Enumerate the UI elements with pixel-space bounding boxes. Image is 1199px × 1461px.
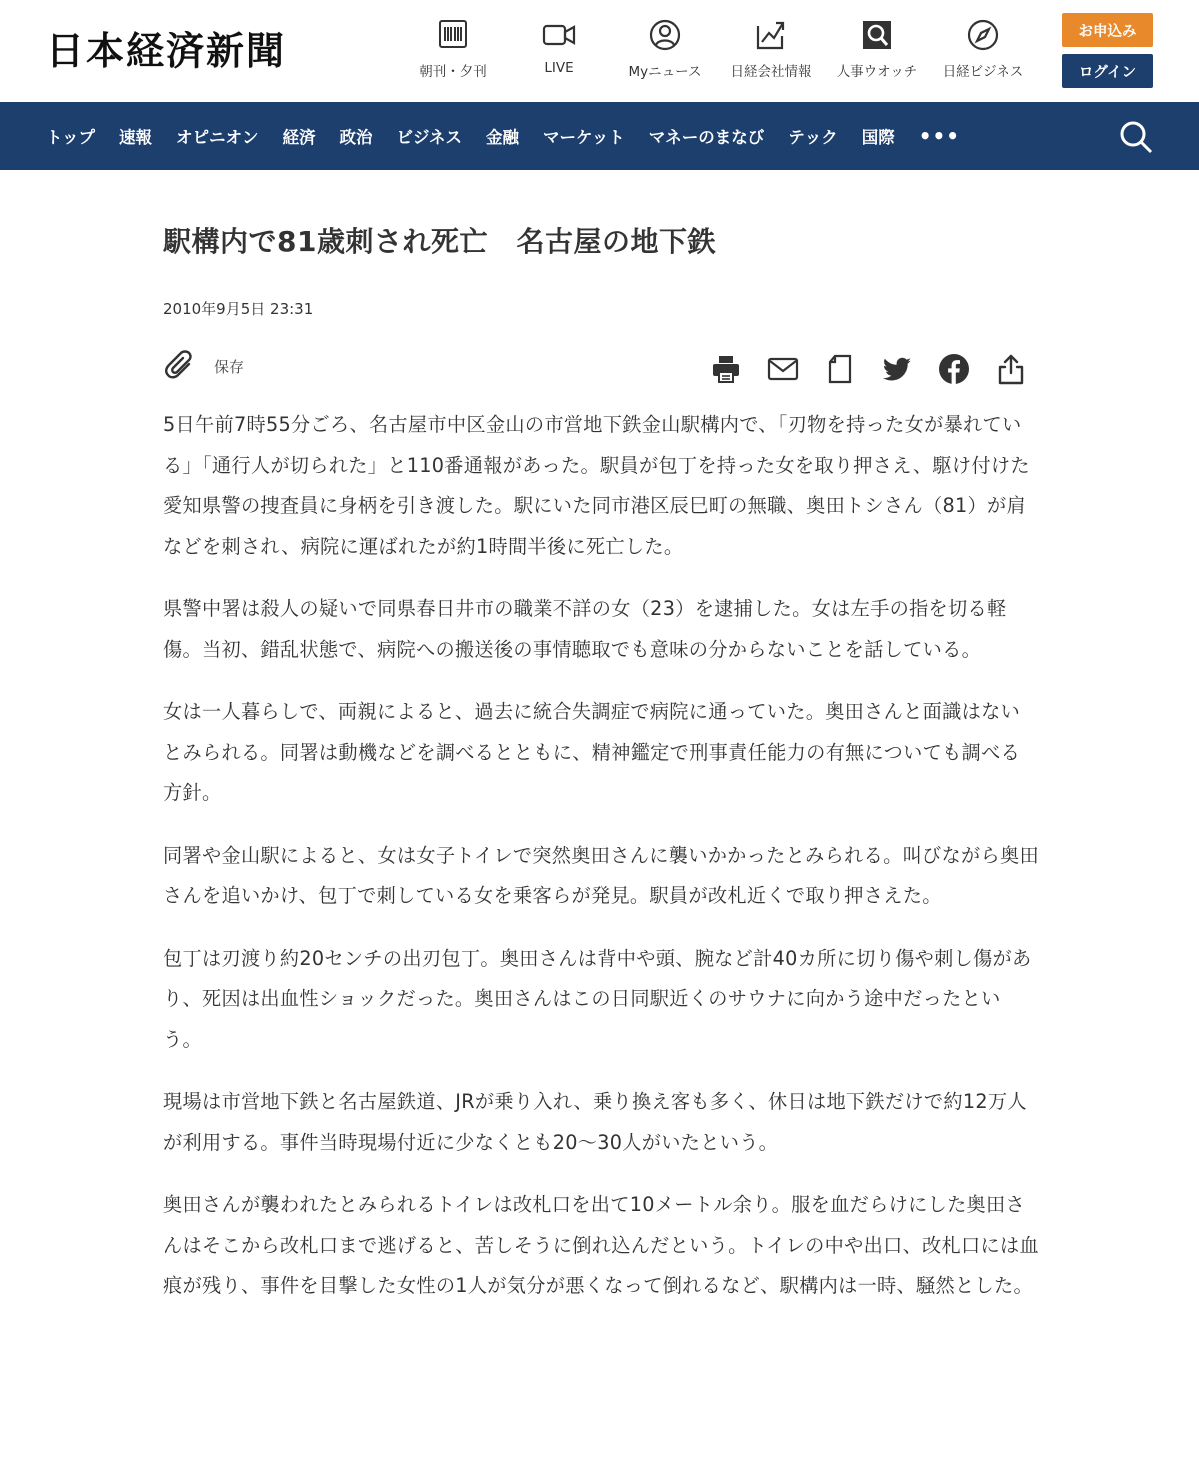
nav-item-top[interactable]: トップ [46, 128, 96, 147]
mail-icon [767, 353, 799, 385]
save-label: 保存 [214, 357, 245, 376]
magnifier-box-icon [860, 18, 894, 52]
site-logo[interactable]: 日本経済新聞 [46, 28, 287, 73]
article-paragraph: 同署や金山駅によると、女は女子トイレで突然奥田さんに襲いかかったとみられる。叫びながら奥田さんを追いかけ、包丁で刺している女を乗客らが発見。駅員が改札近くで取り押さえた。 [163, 843, 1039, 907]
newspaper-icon [436, 18, 470, 52]
nav-item-money[interactable]: マネーのまなび [648, 128, 765, 147]
top-link-live[interactable] [506, 18, 612, 80]
article-date: 2010年9月5日 23:31 [163, 300, 314, 318]
video-camera-icon [542, 18, 576, 52]
nav-item-tech[interactable]: テック [788, 128, 838, 147]
top-link-company-info[interactable] [718, 18, 824, 80]
top-link-label: 日経会社情報 [730, 64, 812, 80]
login-button[interactable]: ログイン [1062, 54, 1153, 88]
signup-button[interactable]: お申込み [1062, 13, 1153, 47]
article-title: 駅構内で81歳刺され死亡 名古屋の地下鉄 [163, 225, 716, 258]
facebook-icon [938, 353, 970, 385]
document-icon [824, 353, 856, 385]
site-header [0, 0, 1199, 102]
mail-button[interactable] [765, 351, 801, 387]
top-link-label: 日経ビジネス [942, 64, 1024, 80]
search-icon[interactable] [1118, 119, 1154, 155]
article-toolbar [163, 347, 1039, 391]
top-icon-bar [400, 18, 1036, 80]
nav-item-business[interactable]: ビジネス [396, 128, 463, 147]
top-link-label: 朝刊・夕刊 [419, 64, 487, 80]
nav-item-economy[interactable]: 経済 [282, 128, 316, 147]
print-button[interactable] [708, 351, 744, 387]
facebook-button[interactable] [936, 351, 972, 387]
article-paragraph: 県警中署は殺人の疑いで同県春日井市の職業不詳の女（23）を逮捕した。女は左手の指を切る軽傷。当初、錯乱状態で、病院への搬送後の事情聴取でも意味の分からないことを話している。 [163, 597, 1007, 661]
share-toolbar [687, 351, 1029, 387]
article-paragraph: 5日午前7時55分ごろ、名古屋市中区金山の市営地下鉄金山駅構内で、「刃物を持った女が暴れている」「通行人が切られた」と110番通報があった。駅員が包丁を持った女を取り押さえ、駆け付けた愛知県警の捜査員に身柄を引き渡した。駅にいた同市港区辰巳町の無職、奥田トシさん（81）が肩などを刺され、病院に運ばれたが約1時間半後に死亡した。 [163, 413, 1030, 558]
article-paragraph: 女は一人暮らしで、両親によると、過去に統合失調症で病院に通っていた。奥田さんと面識はないとみられる。同署は動機などを調べるとともに、精神鑑定で刑事責任能力の有無についても調べる方針。 [163, 700, 1021, 804]
nav-item-international[interactable]: 国際 [861, 128, 895, 147]
nav-item-breaking[interactable]: 速報 [119, 128, 153, 147]
chart-growth-icon [754, 18, 788, 52]
article [163, 220, 1039, 1329]
nav-item-market[interactable]: マーケット [543, 128, 625, 147]
article-paragraph: 現場は市営地下鉄と名古屋鉄道、JRが乗り入れ、乗り換え客も多く、休日は地下鉄だけで約12万人が利用する。事件当時現場付近に少なくとも20～30人がいたという。 [163, 1090, 1027, 1154]
top-link-label: 人事ウオッチ [836, 64, 918, 80]
compass-icon [966, 18, 1000, 52]
document-button[interactable] [822, 351, 858, 387]
print-icon [710, 353, 742, 385]
nav-item-politics[interactable]: 政治 [339, 128, 373, 147]
top-link-label: Myニュース [628, 64, 702, 80]
top-link-my-news[interactable] [612, 18, 718, 80]
nav-more-button[interactable]: ••• [918, 124, 961, 148]
twitter-button[interactable] [879, 351, 915, 387]
top-link-label: LIVE [544, 60, 574, 76]
main-nav [0, 102, 1199, 170]
article-paragraph: 包丁は刃渡り約20センチの出刃包丁。奥田さんは背中や頭、腕など計40カ所に切り傷や刺し傷があり、死因は出血性ショックだった。奥田さんはこの日同駅近くのサウナに向かう途中だったという。 [163, 946, 1032, 1051]
nav-item-finance[interactable]: 金融 [486, 128, 520, 147]
article-paragraph: 奥田さんが襲われたとみられるトイレは改札口を出て10メートル余り。服を血だらけにした奥田さんはそこから改札口まで逃げると、苦しそうに倒れ込んだという。トイレの中や出口、改札口には血痕が残り、事件を目撃した女性の1人が気分が悪くなって倒れるなど、駅構内は一時、騒然とした。 [163, 1193, 1039, 1297]
article-body [163, 405, 1039, 1307]
nav-item-opinion[interactable]: オピニオン [176, 128, 259, 147]
top-link-personnel-watch[interactable] [824, 18, 930, 80]
twitter-icon [881, 353, 913, 385]
save-button[interactable] [163, 349, 244, 383]
share-button[interactable] [993, 351, 1029, 387]
paperclip-icon [163, 349, 197, 383]
top-link-paper-edition[interactable] [400, 18, 506, 80]
top-link-nikkei-business[interactable] [930, 18, 1036, 80]
user-circle-icon [648, 18, 682, 52]
share-icon [995, 353, 1027, 385]
